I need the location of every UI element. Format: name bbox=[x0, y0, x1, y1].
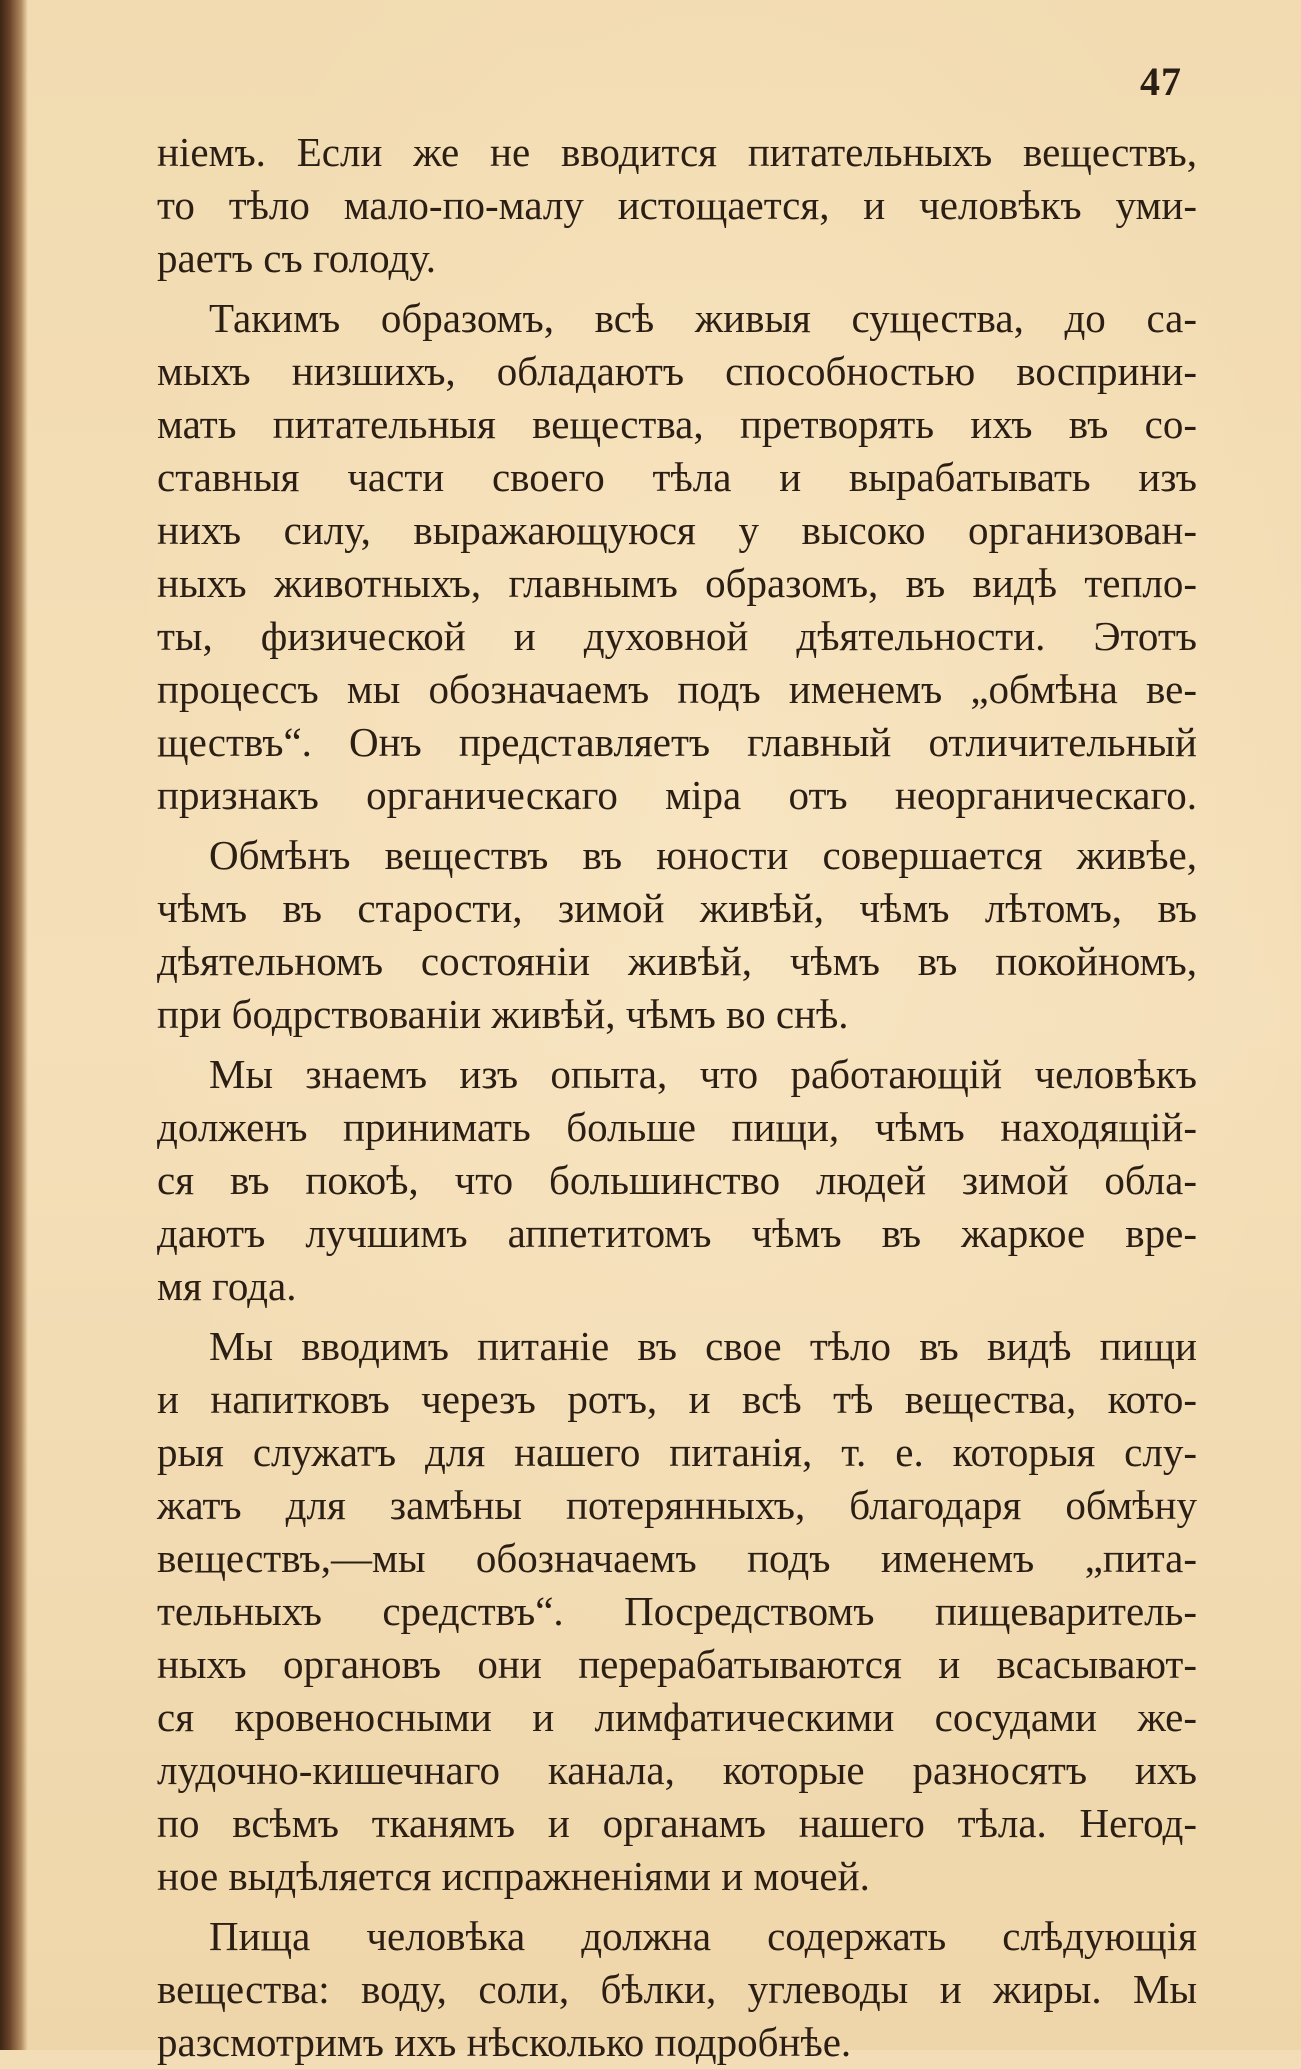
paragraph-5 bbox=[157, 1320, 1197, 1903]
text-line: раетъ съ голоду. bbox=[157, 235, 436, 281]
text-line: ное выдѣляется испражненіями и мочей. bbox=[157, 1853, 870, 1899]
text-line: дѣятельномъ состояніи живѣй, чѣмъ въ покойномъ, bbox=[157, 938, 1197, 984]
paragraph-6 bbox=[157, 1910, 1197, 2069]
text-line: долженъ принимать больше пищи, чѣмъ находящій- bbox=[157, 1104, 1197, 1150]
text-line: процессъ мы обозначаемъ подъ именемъ „обмѣна ве- bbox=[157, 666, 1197, 712]
text-line: нихъ силу, выражающуюся у высоко организован- bbox=[157, 507, 1197, 553]
text-line: при бодрствованіи живѣй, чѣмъ во снѣ. bbox=[157, 991, 849, 1037]
text-line: Мы знаемъ изъ опыта, что работающій человѣкъ bbox=[209, 1051, 1197, 1097]
text-line: мя года. bbox=[157, 1263, 297, 1309]
text-line: ніемъ. Если же не вводится питательныхъ веществъ, bbox=[157, 129, 1197, 175]
text-line: ся въ покоѣ, что большинство людей зимой обла- bbox=[157, 1157, 1197, 1203]
text-line: вещества: воду, соли, бѣлки, углеводы и жиры. Мы bbox=[157, 1966, 1197, 2012]
page-number: 47 bbox=[1140, 59, 1182, 104]
text-line: рыя служатъ для нашего питанія, т. е. которыя слу- bbox=[157, 1429, 1197, 1475]
text-line: ныхъ органовъ они перерабатываются и всасывают- bbox=[157, 1641, 1197, 1687]
text-line: Такимъ образомъ, всѣ живыя существа, до са- bbox=[209, 295, 1197, 341]
text-line: то тѣло мало-по-малу истощается, и человѣкъ уми- bbox=[157, 182, 1197, 228]
page-text bbox=[157, 126, 1197, 2069]
text-line: жатъ для замѣны потерянныхъ, благодаря обмѣну bbox=[157, 1482, 1197, 1528]
text-line: признакъ органическаго міра отъ неорганическаго. bbox=[157, 772, 1197, 818]
text-line: веществъ,—мы обозначаемъ подъ именемъ „пита- bbox=[157, 1535, 1197, 1581]
text-line: Обмѣнъ веществъ въ юности совершается живѣе, bbox=[209, 832, 1197, 878]
text-line: разсмотримъ ихъ нѣсколько подробнѣе. bbox=[157, 2019, 852, 2065]
text-line: даютъ лучшимъ аппетитомъ чѣмъ въ жаркое вре- bbox=[157, 1210, 1197, 1256]
paragraph-4 bbox=[157, 1048, 1197, 1313]
text-line: ся кровеносными и лимфатическими сосудами же- bbox=[157, 1694, 1197, 1740]
text-line: Мы вводимъ питаніе въ свое тѣло въ видѣ пищи bbox=[209, 1323, 1197, 1369]
text-line: лудочно-кишечнаго канала, которые разносятъ ихъ bbox=[157, 1747, 1197, 1793]
text-line: ныхъ животныхъ, главнымъ образомъ, въ видѣ тепло- bbox=[157, 560, 1197, 606]
text-line: и напитковъ черезъ ротъ, и всѣ тѣ вещества, кото- bbox=[157, 1376, 1197, 1422]
text-line: мыхъ низшихъ, обладаютъ способностью восприни- bbox=[157, 348, 1197, 394]
text-line: чѣмъ въ старости, зимой живѣй, чѣмъ лѣтомъ, въ bbox=[157, 885, 1197, 931]
text-line: ты, физической и духовной дѣятельности. Этотъ bbox=[157, 613, 1197, 659]
book-spine-shadow bbox=[0, 0, 28, 2050]
text-line: Пища человѣка должна содержать слѣдующія bbox=[209, 1913, 1197, 1959]
text-line: тельныхъ средствъ“. Посредствомъ пищеваритель- bbox=[157, 1588, 1197, 1634]
paragraph-1 bbox=[157, 126, 1197, 285]
text-line: ставныя части своего тѣла и вырабатывать изъ bbox=[157, 454, 1197, 500]
paragraph-3 bbox=[157, 829, 1197, 1041]
text-line: по всѣмъ тканямъ и органамъ нашего тѣла. Негод- bbox=[157, 1800, 1197, 1846]
paragraph-2 bbox=[157, 292, 1197, 822]
text-line: ществъ“. Онъ представляетъ главный отличительный bbox=[157, 719, 1197, 765]
text-line: мать питательныя вещества, претворять ихъ въ со- bbox=[157, 401, 1197, 447]
